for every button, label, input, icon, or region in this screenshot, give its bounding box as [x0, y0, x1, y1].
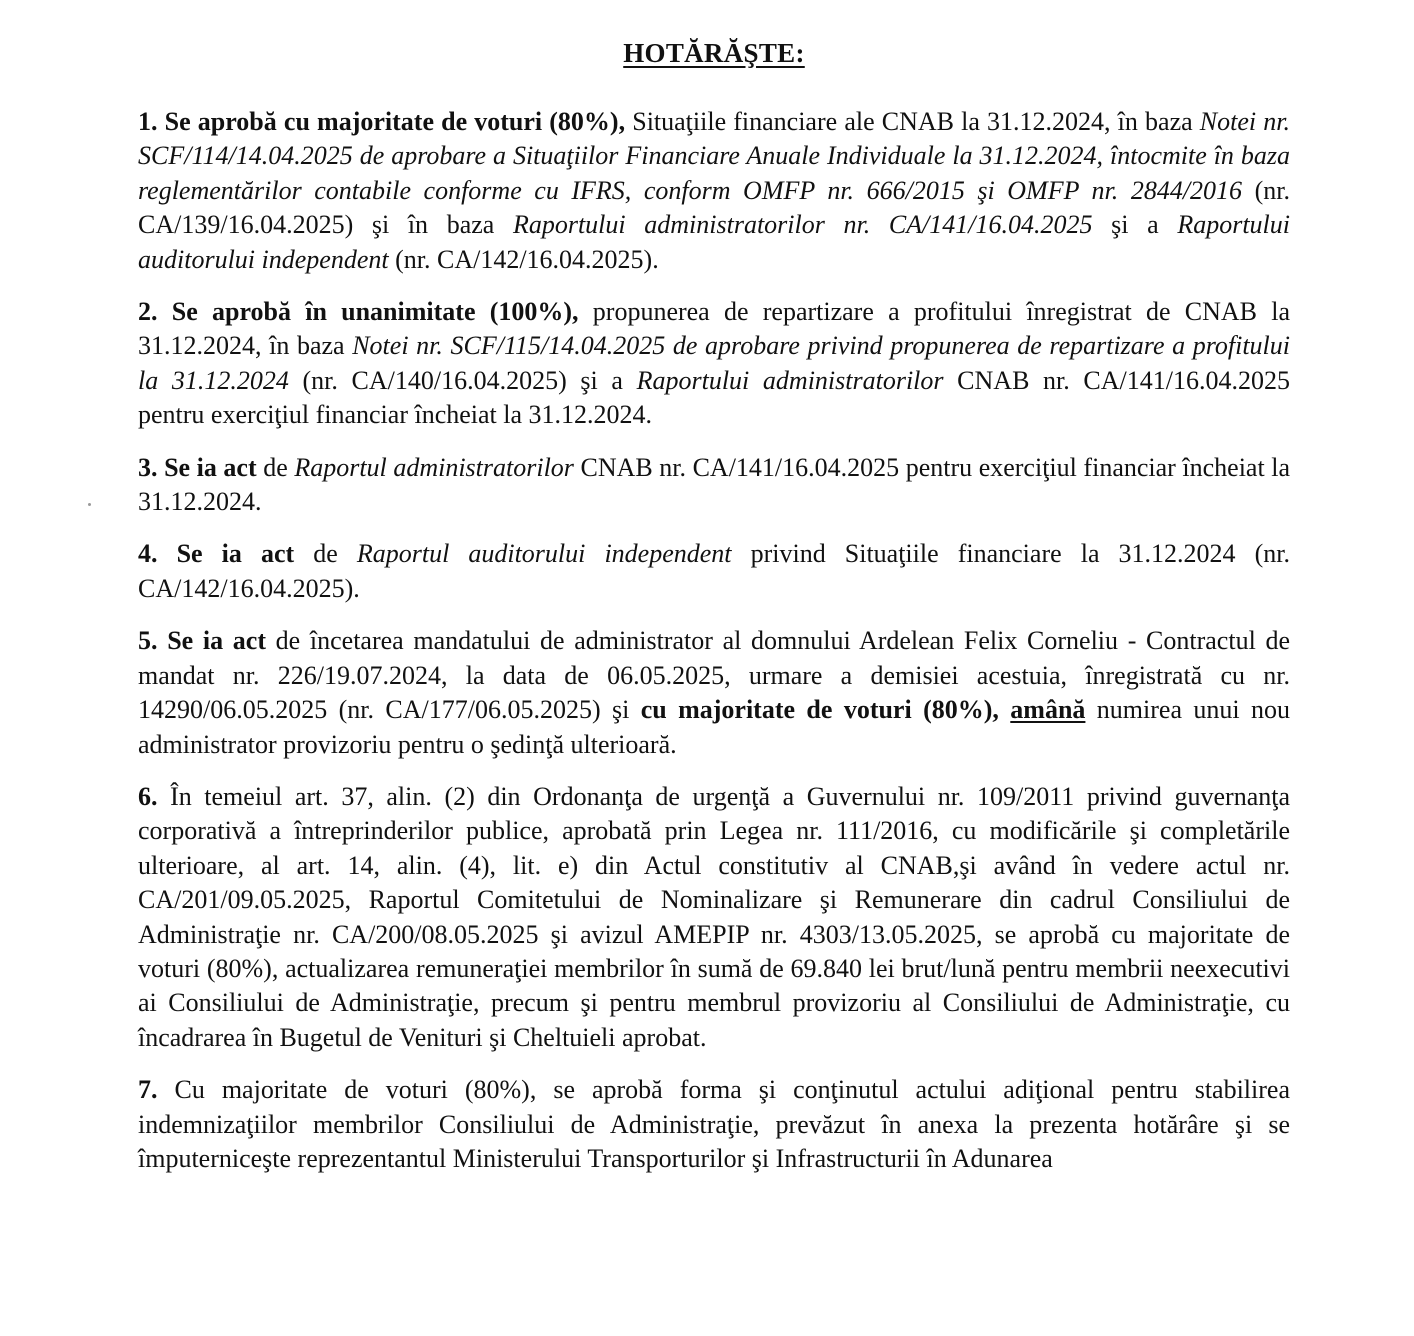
- item-text: propunerea de repartizare a profitului înregistrat de CNAB la 31.12.2024, în baza: [138, 297, 1290, 361]
- resolution-item-2: [138, 295, 1290, 433]
- item-number: 2.: [138, 297, 158, 327]
- item-number: 1.: [138, 107, 158, 136]
- resolution-item-7: [138, 1073, 1290, 1176]
- resolution-item-6: [138, 780, 1290, 1055]
- item-reference: Raportul auditorului independent: [356, 539, 732, 569]
- item-text: CNAB nr. CA/141/16.04.2025 pentru exerciţiul financiar încheiat la 31.12.2024.: [138, 452, 1291, 517]
- item-text: (nr. CA/142/16.04.2025).: [388, 244, 659, 274]
- item-text: În temeiul art. 37, alin. (2) din Ordonanţa de urgenţă a Guvernului nr. 109/2011 privind guvernanţa corporativă a întreprinderilor publice, aprobată prin Legea nr. 111/2016, cu modificările şi completările ulterioare, al art. 14, alin. (4), lit. e) din Actul constitutiv al CNAB,şi având în vedere actul nr. CA/201/09.05.2025, Raportul Comitetului de Nominalizare şi Remunerare din cadrul Consiliului de Administraţie nr. CA/200/08.05.2025 şi avizul AMEPIP nr. 4303/13.05.2025, se aprobă cu majoritate de voturi (80%), actualizarea remuneraţiei membrilor în sumă de 69.840 lei brut/lună pentru membrii neexecutivi ai Consiliului de Administraţie, precum şi pentru membrul provizoriu al Consiliului de Administraţie, cu încadrarea în Bugetul de Venituri şi Cheltuieli aprobat.: [138, 781, 1290, 1052]
- resolution-item-5: [138, 624, 1290, 762]
- item-number: 6.: [138, 781, 158, 811]
- item-text: privind Situaţiile financiare la 31.12.2024 (nr. CA/142/16.04.2025).: [138, 539, 1291, 603]
- resolution-item-1: [138, 105, 1290, 277]
- resolution-item-4: [138, 537, 1290, 606]
- item-number: 3.: [138, 452, 158, 482]
- item-lead: Se ia act: [176, 539, 295, 569]
- item-reference: Raportul administratorilor: [294, 452, 574, 482]
- item-text: şi a: [1092, 210, 1178, 240]
- item-reference: Raportului administratorilor: [636, 365, 944, 395]
- item-text: numirea unui nou administrator provizoriu pentru o şedinţă ulterioară.: [138, 695, 1290, 759]
- document-heading: HOTĂRĂŞTE:: [623, 38, 805, 68]
- item-text: de încetarea mandatului de administrator al domnului Ardelean Felix Corneliu - Contractul de mandat nr. 226/19.07.2024, la data de 06.05.2025, urmare a demisiei acestuia, înregistrată cu nr. 14290/06.05.2025 (nr. CA/177/06.05.2025) şi: [138, 626, 1291, 725]
- item-reference: Notei nr. SCF/114/14.04.2025 de aprobare a Situaţiilor Financiare Anuale Individuale la 31.12.2024, întocmite în baza reglementărilor contabile conforme cu IFRS, conform OMFP nr. 666/2015 şi OMFP nr. 2844/2016: [138, 107, 1291, 205]
- item-number: 4.: [138, 539, 158, 569]
- item-text: CNAB nr. CA/141/16.04.2025 pentru exerciţiul financiar încheiat la 31.12.2024.: [138, 365, 1290, 430]
- item-text: de: [256, 452, 295, 482]
- item-reference: Raportului administratorilor nr. CA/141/16.04.2025: [512, 210, 1093, 240]
- item-text: Situaţiile financiare ale CNAB la 31.12.2024, în baza: [625, 107, 1200, 136]
- item-text: (nr. CA/139/16.04.2025) şi în baza: [138, 175, 1290, 240]
- scan-speck: [88, 503, 91, 506]
- item-text: [999, 695, 1010, 724]
- document-page: [138, 0, 1290, 1176]
- item-lead: Se aprobă cu majoritate de voturi (80%),: [164, 107, 626, 136]
- item-number: 7.: [138, 1075, 158, 1105]
- item-text: (nr. CA/140/16.04.2025) şi a: [288, 365, 637, 395]
- item-emphasis: cu majoritate de voturi (80%),: [640, 695, 999, 725]
- resolution-item-3: [138, 451, 1290, 520]
- item-lead: Se ia act: [167, 626, 266, 656]
- item-emphasis-underlined: amână: [1010, 695, 1086, 725]
- item-reference: Raportului auditorului independent: [138, 210, 1290, 274]
- item-reference: Notei nr. SCF/115/14.04.2025 de aprobare privind propunerea de repartizare a profitului la 31.12.2024: [138, 331, 1291, 395]
- item-lead: Se aprobă în unanimitate (100%),: [171, 297, 579, 327]
- item-number: 5.: [138, 626, 158, 656]
- item-lead: Se ia act: [164, 452, 257, 482]
- item-text: Cu majoritate de voturi (80%), se aprobă forma şi conţinutul actului adiţional pentru stabilirea indemnizaţiilor membrilor Consiliului de Administraţie, prevăzut în anexa la prezenta hotărâre şi se împuterniceşte reprezentantul Ministerului Transporturilor şi Infrastructurii în Adunarea: [138, 1075, 1290, 1173]
- item-text: de: [294, 539, 357, 569]
